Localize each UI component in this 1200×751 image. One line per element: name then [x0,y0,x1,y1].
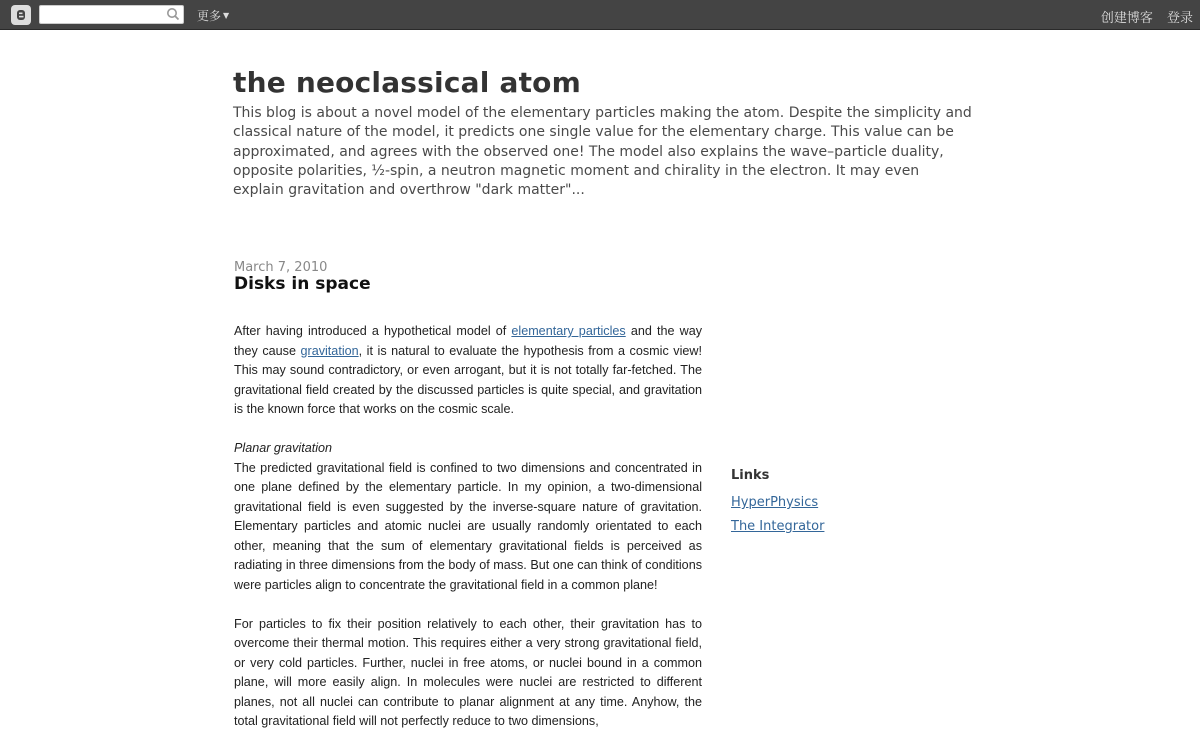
blog-title[interactable]: the neoclassical atom [233,66,581,99]
post-date: March 7, 2010 [234,260,328,275]
post-title[interactable]: Disks in space [234,274,371,294]
more-menu[interactable] [197,7,229,24]
post-text: After having introduced a hypothetical model of [234,324,512,338]
blogger-logo-icon[interactable] [11,5,31,25]
post-body [234,322,702,751]
create-blog-link[interactable]: 创建博客 [1100,11,1153,26]
sidebar-heading: Links [731,468,770,483]
search-box[interactable] [39,5,184,24]
top-navbar [0,0,1200,30]
gravitation-link[interactable]: gravitation [300,343,359,358]
post-paragraph-2 [234,439,702,595]
sidebar-links [731,468,951,543]
search-icon[interactable] [166,7,180,21]
nav-right-links [1091,7,1193,26]
elementary-particles-link[interactable]: elementary particles [511,324,626,338]
more-menu-label: 更多 [197,9,222,23]
hyperphysics-link[interactable]: HyperPhysics [731,495,819,510]
post-text: The predicted gravitational field is confined to two dimensions and concentrated in one plane defined by the elementary particle. In my opinion, a two-dimensional gravitational field is even suggested by the inverse-square nature of gravitation. Elementary particles and atomic nuclei are usually randomly orientated to each other, meaning that the sum of elementary gravitational fields is perceived as radiating in three dimensions from the body of mass. But one can think of conditions were particles align to concentrate the gravitational field in a common plane! [234,460,702,592]
post-paragraph-1 [234,322,702,420]
chevron-down-icon: ▼ [223,11,230,20]
blogger-b-icon [14,8,28,22]
post-subheading: Planar gravitation [234,441,333,455]
integrator-link[interactable]: The Integrator [731,519,825,534]
post-paragraph-3: For particles to fix their position relatively to each other, their gravitation has to overcome their thermal motion. This requires either a very strong gravitational field, or very cold particles. Further, nuclei in free atoms, or nuclei bound in a common plane, will more easily align. In molecules were nuclei are restricted to different planes, not all nuclei can contribute to planar alignment at any time. Anyhow, the total gravitational field will not perfectly reduce to two dimensions, [234,616,702,728]
post-text: and the way they cause [234,324,702,358]
post-text: , it is natural to evaluate the hypothesis from a cosmic view! This may sound contradictory, or even arrogant, but it is not totally far-fetched. The gravitational field created by the discussed particles is quite special, and gravitation is the known force that works on the cosmic scale. [234,343,702,416]
blog-description: This blog is about a novel model of the elementary particles making the atom. Despite the simplicity and classical nature of the model, it predicts one single value for the elementary charge. This value can be approximated, and agrees with the observed one! The model also explains the wave–particle duality, opposite polarities, ½-spin, a neutron magnetic moment and chirality in the electron. It may even explain gravitation and overthrow "dark matter"... [233,105,972,199]
search-input[interactable] [40,9,168,26]
login-link[interactable]: 登录 [1166,11,1193,26]
